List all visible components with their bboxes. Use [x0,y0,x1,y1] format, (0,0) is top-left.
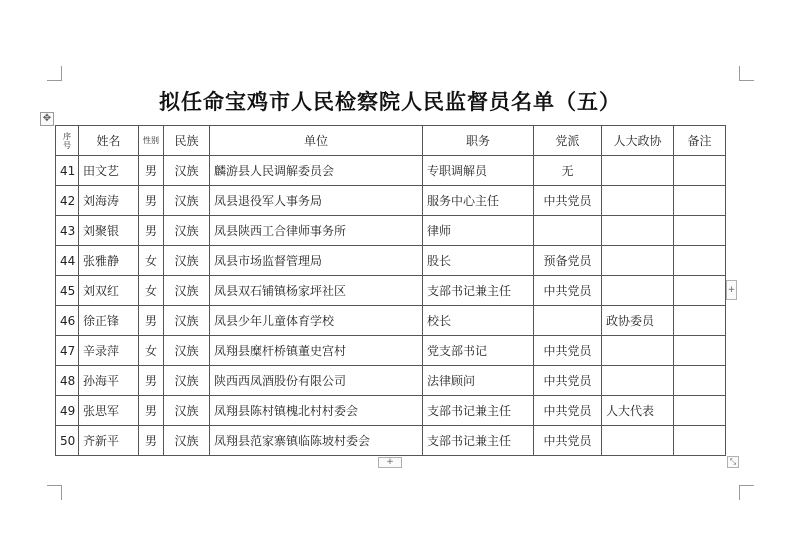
cell-name[interactable]: 齐新平 [79,426,139,456]
cell-position[interactable]: 校长 [423,306,534,336]
cell-seq[interactable]: 42 [56,186,79,216]
table-row [56,246,726,276]
cell-npc[interactable] [602,156,674,186]
cell-position[interactable]: 支部书记兼主任 [423,276,534,306]
cell-npc[interactable]: 政协委员 [602,306,674,336]
cell-unit[interactable]: 凤翔县范家寨镇临陈坡村委会 [210,426,423,456]
cell-ethnicity[interactable]: 汉族 [164,336,210,366]
cell-gender[interactable]: 女 [139,246,164,276]
cell-gender[interactable]: 男 [139,426,164,456]
cell-npc[interactable] [602,336,674,366]
cell-position[interactable]: 律师 [423,216,534,246]
header-gender: 性别 [139,126,164,156]
cell-position[interactable]: 党支部书记 [423,336,534,366]
header-ethnicity: 民族 [164,126,210,156]
cell-remark[interactable] [674,366,726,396]
cell-party[interactable]: 中共党员 [534,366,602,396]
header-seq: 序号 [56,126,79,156]
cell-name[interactable]: 张雅静 [79,246,139,276]
header-npc: 人大政协 [602,126,674,156]
resize-icon[interactable]: ⤡ [727,456,739,468]
page-corner-mark [47,485,62,500]
cell-ethnicity[interactable]: 汉族 [164,396,210,426]
roster-table [55,125,726,456]
cell-gender[interactable]: 男 [139,366,164,396]
table-row [56,306,726,336]
header-position: 职务 [423,126,534,156]
cell-party[interactable] [534,216,602,246]
cell-remark[interactable] [674,246,726,276]
cell-npc[interactable] [602,186,674,216]
cell-position[interactable]: 支部书记兼主任 [423,426,534,456]
cell-gender[interactable]: 男 [139,216,164,246]
cell-seq[interactable]: 43 [56,216,79,246]
page-corner-mark [47,66,62,81]
cell-gender[interactable]: 女 [139,336,164,366]
cell-unit[interactable]: 凤县陕西工合律师事务所 [210,216,423,246]
cell-party[interactable]: 预备党员 [534,246,602,276]
cell-position[interactable]: 服务中心主任 [423,186,534,216]
cell-npc[interactable] [602,216,674,246]
cell-gender[interactable]: 男 [139,306,164,336]
document-title: 拟任命宝鸡市人民检察院人民监督员名单（五） [159,89,621,114]
cell-name[interactable]: 田文艺 [79,156,139,186]
add-column-icon[interactable]: + [726,280,737,300]
cell-gender[interactable]: 男 [139,396,164,426]
cell-position[interactable]: 股长 [423,246,534,276]
cell-unit[interactable]: 陕西西凤酒股份有限公司 [210,366,423,396]
cell-remark[interactable] [674,156,726,186]
cell-seq[interactable]: 44 [56,246,79,276]
cell-npc[interactable] [602,366,674,396]
cell-unit[interactable]: 凤县市场监督管理局 [210,246,423,276]
table-header-row [56,126,726,156]
cell-name[interactable]: 刘双红 [79,276,139,306]
page-corner-mark [739,66,754,81]
cell-seq[interactable]: 50 [56,426,79,456]
cell-remark[interactable] [674,186,726,216]
add-row-icon[interactable]: + [378,457,402,468]
cell-remark[interactable] [674,306,726,336]
cell-name[interactable]: 刘聚银 [79,216,139,246]
cell-party[interactable]: 中共党员 [534,336,602,366]
table-row [56,336,726,366]
cell-seq[interactable]: 41 [56,156,79,186]
cell-name[interactable]: 孙海平 [79,366,139,396]
cell-ethnicity[interactable]: 汉族 [164,426,210,456]
table-row [56,426,726,456]
table-row [56,186,726,216]
cell-party[interactable]: 中共党员 [534,186,602,216]
cell-party[interactable] [534,306,602,336]
cell-position[interactable]: 专职调解员 [423,156,534,186]
cell-ethnicity[interactable]: 汉族 [164,276,210,306]
cell-position[interactable]: 法律顾问 [423,366,534,396]
cell-name[interactable]: 徐正锋 [79,306,139,336]
header-party: 党派 [534,126,602,156]
cell-remark[interactable] [674,276,726,306]
cell-gender[interactable]: 男 [139,156,164,186]
cell-unit[interactable]: 凤翔县陈村镇槐北村村委会 [210,396,423,426]
header-remark: 备注 [674,126,726,156]
cell-gender[interactable]: 男 [139,186,164,216]
move-icon[interactable]: ✥ [40,112,54,126]
cell-unit[interactable]: 麟游县人民调解委员会 [210,156,423,186]
table-row [56,276,726,306]
table-row [56,216,726,246]
cell-gender[interactable]: 女 [139,276,164,306]
cell-party[interactable]: 中共党员 [534,396,602,426]
table-row [56,396,726,426]
cell-seq[interactable]: 47 [56,336,79,366]
cell-unit[interactable]: 凤翔县糜杆桥镇董史宫村 [210,336,423,366]
cell-ethnicity[interactable]: 汉族 [164,246,210,276]
cell-ethnicity[interactable]: 汉族 [164,216,210,246]
cell-ethnicity[interactable]: 汉族 [164,366,210,396]
table-row [56,366,726,396]
cell-seq[interactable]: 46 [56,306,79,336]
header-unit: 单位 [210,126,423,156]
cell-seq[interactable]: 49 [56,396,79,426]
cell-party[interactable]: 中共党员 [534,426,602,456]
cell-unit[interactable]: 凤县少年儿童体育学校 [210,306,423,336]
table-row [56,156,726,186]
cell-remark[interactable] [674,426,726,456]
cell-npc[interactable] [602,276,674,306]
cell-remark[interactable] [674,216,726,246]
cell-ethnicity[interactable]: 汉族 [164,186,210,216]
page-corner-mark [739,485,754,500]
cell-position[interactable]: 支部书记兼主任 [423,396,534,426]
cell-remark[interactable] [674,396,726,426]
cell-npc[interactable]: 人大代表 [602,396,674,426]
cell-seq[interactable]: 45 [56,276,79,306]
cell-party[interactable]: 无 [534,156,602,186]
cell-name[interactable]: 辛录萍 [79,336,139,366]
cell-ethnicity[interactable]: 汉族 [164,306,210,336]
cell-name[interactable]: 张思军 [79,396,139,426]
cell-name[interactable]: 刘海涛 [79,186,139,216]
cell-ethnicity[interactable]: 汉族 [164,156,210,186]
cell-npc[interactable] [602,426,674,456]
cell-unit[interactable]: 凤县双石铺镇杨家坪社区 [210,276,423,306]
cell-npc[interactable] [602,246,674,276]
cell-party[interactable]: 中共党员 [534,276,602,306]
header-name: 姓名 [79,126,139,156]
cell-unit[interactable]: 凤县退役军人事务局 [210,186,423,216]
cell-seq[interactable]: 48 [56,366,79,396]
cell-remark[interactable] [674,336,726,366]
